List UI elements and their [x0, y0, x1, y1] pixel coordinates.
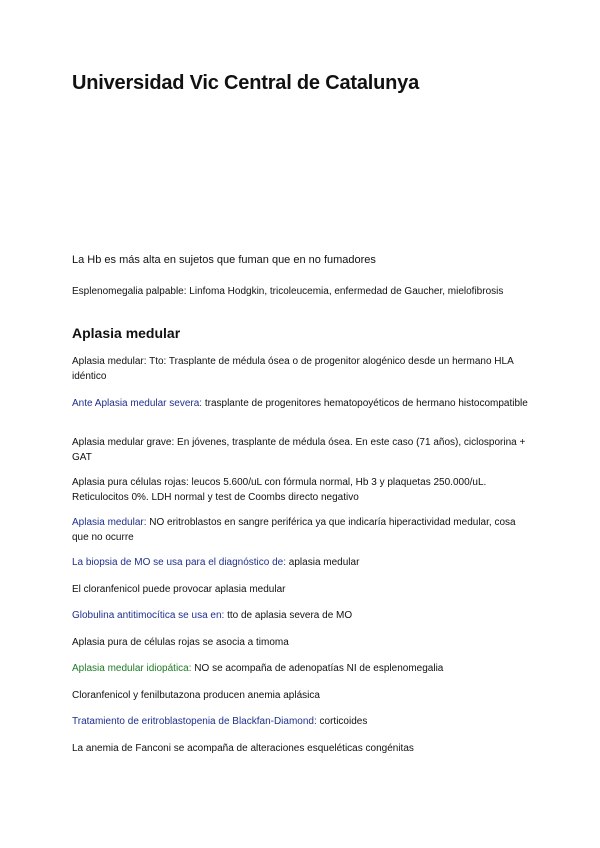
entry-text: El cloranfenicol puede provocar aplasia medular: [72, 584, 286, 595]
entry-6: [72, 555, 532, 570]
entry-lead: Aplasia medular idiopática:: [72, 663, 192, 674]
entry-text: Cloranfenicol y fenilbutazona producen anemia aplásica: [72, 690, 320, 701]
entry-lead: Ante Aplasia medular severa:: [72, 398, 203, 409]
intro-line-2: Esplenomegalia palpable: Linfoma Hodgkin, tricoleucemia, enfermedad de Gaucher, mielofibrosis: [72, 286, 504, 297]
entry-lead: Globulina antitimocítica se usa en:: [72, 610, 225, 621]
entry-text: Aplasia pura de células rojas se asocia a timoma: [72, 637, 289, 648]
entry-text: Aplasia medular grave: En jóvenes, trasplante de médula ósea. En este caso (71 años), ciclosporina + GAT: [72, 437, 526, 463]
entry-13: [72, 741, 532, 756]
document-title: Universidad Vic Central de Catalunya: [72, 72, 419, 94]
entry-8: [72, 608, 532, 623]
entry-lead: Aplasia medular:: [72, 517, 147, 528]
entry-4: [72, 475, 532, 505]
entry-text: tto de aplasia severa de MO: [224, 610, 353, 621]
entry-text: Aplasia pura células rojas: leucos 5.600/uL con fórmula normal, Hb 3 y plaquetas 250.000/uL. Reticulocitos 0%. LDH normal y test de Coombs directo negativo: [72, 477, 487, 503]
entry-3: [72, 435, 532, 465]
entry-text: aplasia medular: [286, 557, 360, 568]
entry-9: [72, 635, 532, 650]
section-heading: Aplasia medular: [72, 325, 181, 341]
entry-11: [72, 688, 532, 703]
entry-7: [72, 582, 532, 597]
entry-text: La anemia de Fanconi se acompaña de alteraciones esqueléticas congénitas: [72, 743, 414, 754]
entry-text: NO se acompaña de adenopatías NI de esplenomegalia: [191, 663, 444, 674]
entry-lead: La biopsia de MO se usa para el diagnóstico de:: [72, 557, 287, 568]
entry-12: [72, 714, 532, 729]
entry-2: [72, 396, 532, 411]
intro-line-1: La Hb es más alta en sujetos que fuman que en no fumadores: [72, 254, 376, 266]
entry-1: [72, 354, 532, 384]
entry-5: [72, 515, 532, 545]
entry-text: Aplasia medular: Tto: Trasplante de médula ósea o de progenitor alogénico desde un hermano HLA idéntico: [72, 356, 514, 382]
entry-text: NO eritroblastos en sangre periférica ya que indicaría hiperactividad medular, cosa que no ocurre: [72, 517, 516, 543]
entry-text: trasplante de progenitores hematopoyéticos de hermano histocompatible: [202, 398, 528, 409]
entry-text: corticoides: [316, 716, 368, 727]
entry-lead: Tratamiento de eritroblastopenia de Blackfan-Diamond:: [72, 716, 317, 727]
entry-10: [72, 661, 532, 676]
